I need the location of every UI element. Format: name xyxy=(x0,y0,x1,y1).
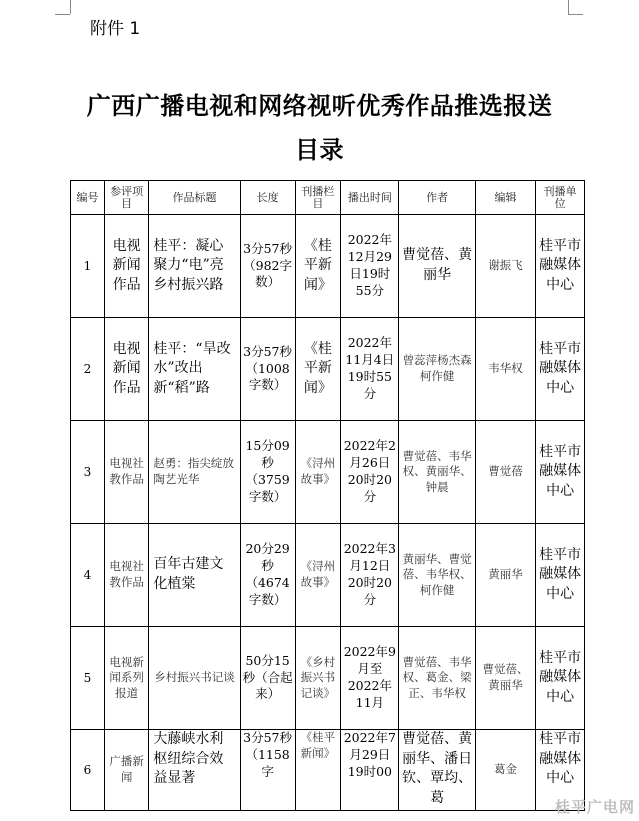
cell-num: 2 xyxy=(71,318,105,421)
cell-length: 15分09秒（3759字数） xyxy=(240,421,295,524)
cell-time: 2022年9月至2022年11月 xyxy=(341,627,399,730)
cell-length: 3分57秒（1158字 xyxy=(240,730,295,811)
crop-mark xyxy=(70,0,71,14)
cell-column: 《乡村振兴书记谈》 xyxy=(295,627,341,730)
cell-num: 3 xyxy=(71,421,105,524)
attachment-label: 附件 1 xyxy=(90,19,141,39)
cell-num: 6 xyxy=(71,730,105,811)
cell-author: 黄丽华、曹觉蓓、韦华权、柯作健 xyxy=(399,524,475,627)
cell-time: 2022年12月29日19时55分 xyxy=(341,215,399,318)
cell-length: 3分57秒（982字数） xyxy=(240,215,295,318)
cell-num: 4 xyxy=(71,524,105,627)
cell-author: 曹觉蓓、韦华权、黄丽华、钟晨 xyxy=(399,421,475,524)
cell-length: 50分15秒（合起来） xyxy=(240,627,295,730)
cell-item: 电视新闻作品 xyxy=(104,215,149,318)
table-row xyxy=(71,627,585,730)
cell-unit: 桂平市融媒体中心 xyxy=(536,627,585,730)
cell-column: 《桂平新闻》 xyxy=(295,318,341,421)
header-item: 参评项目 xyxy=(104,181,149,215)
cell-item: 电视社教作品 xyxy=(104,524,149,627)
cell-editor: 谢振飞 xyxy=(475,215,535,318)
cell-title: 百年古建文化植棠 xyxy=(149,524,240,627)
cell-unit: 桂平市融媒体中心 xyxy=(536,421,585,524)
cell-item: 电视新闻作品 xyxy=(104,318,149,421)
table-row xyxy=(71,524,585,627)
cell-unit: 桂平市融媒体中心 xyxy=(536,215,585,318)
cell-time: 2022年3月12日20时20分 xyxy=(341,524,399,627)
crop-mark xyxy=(568,0,569,14)
header-column: 刊播栏目 xyxy=(295,181,341,215)
cell-unit: 桂平市融媒体中心 xyxy=(536,524,585,627)
cell-num: 5 xyxy=(71,627,105,730)
works-table xyxy=(70,180,585,811)
header-length: 长度 xyxy=(240,181,295,215)
header-unit: 刊播单位 xyxy=(536,181,585,215)
cell-column: 《桂平新闻》 xyxy=(295,215,341,318)
cell-time: 2022年11月4日19时55分 xyxy=(341,318,399,421)
cell-time: 2022年2月26日20时20分 xyxy=(341,421,399,524)
table-row xyxy=(71,730,585,811)
header-editor: 编辑 xyxy=(475,181,535,215)
cell-item: 广播新闻 xyxy=(104,730,149,811)
header-title: 作品标题 xyxy=(149,181,240,215)
cell-editor: 曹觉蓓、黄丽华 xyxy=(475,627,535,730)
header-author: 作者 xyxy=(399,181,475,215)
document-title: 广西广播电视和网络视听优秀作品推选报送 xyxy=(86,92,553,120)
cell-title: 赵勇：指尖绽放陶艺光华 xyxy=(149,421,240,524)
table-row xyxy=(71,215,585,318)
header-num: 编号 xyxy=(71,181,105,215)
table-row xyxy=(71,421,585,524)
cell-title: 乡村振兴书记谈 xyxy=(149,627,240,730)
cell-editor: 葛金 xyxy=(475,730,535,811)
cell-author: 曹觉蓓、黄丽华、潘日钦、覃均、葛 xyxy=(399,730,475,811)
table-row xyxy=(71,318,585,421)
cell-length: 20分29秒（4674字数） xyxy=(240,524,295,627)
cell-author: 曹觉蓓、黄丽华 xyxy=(399,215,475,318)
document-subtitle: 目录 xyxy=(295,136,344,164)
cell-author: 曹觉蓓、韦华权、葛金、梁正、韦华权 xyxy=(399,627,475,730)
header-time: 播出时间 xyxy=(341,181,399,215)
cell-unit: 桂平市融媒体中心 xyxy=(536,730,585,811)
cell-author: 曾蕊萍杨杰森柯作健 xyxy=(399,318,475,421)
site-watermark: 桂平广电网 xyxy=(554,798,635,816)
cell-editor: 曹觉蓓 xyxy=(475,421,535,524)
table-header-row xyxy=(71,181,585,215)
cell-column: 《浔州故事》 xyxy=(295,524,341,627)
cell-editor: 黄丽华 xyxy=(475,524,535,627)
cell-item: 电视新闻系列报道 xyxy=(104,627,149,730)
cell-editor: 韦华权 xyxy=(475,318,535,421)
cell-length: 3分57秒（1008字数） xyxy=(240,318,295,421)
cell-item: 电视社教作品 xyxy=(104,421,149,524)
cell-time: 2022年7月29日19时00 xyxy=(341,730,399,811)
cell-num: 1 xyxy=(71,215,105,318)
cell-column: 《桂平新闻》 xyxy=(295,730,341,811)
cell-unit: 桂平市融媒体中心 xyxy=(536,318,585,421)
cell-title: 桂平：“旱改水”改出新“稻”路 xyxy=(149,318,240,421)
crop-mark xyxy=(568,14,583,15)
cell-title: 大藤峡水利枢纽综合效益显著 xyxy=(149,730,240,811)
crop-mark xyxy=(55,14,70,15)
cell-title: 桂平：凝心聚力“电”亮乡村振兴路 xyxy=(149,215,240,318)
cell-column: 《浔州故事》 xyxy=(295,421,341,524)
